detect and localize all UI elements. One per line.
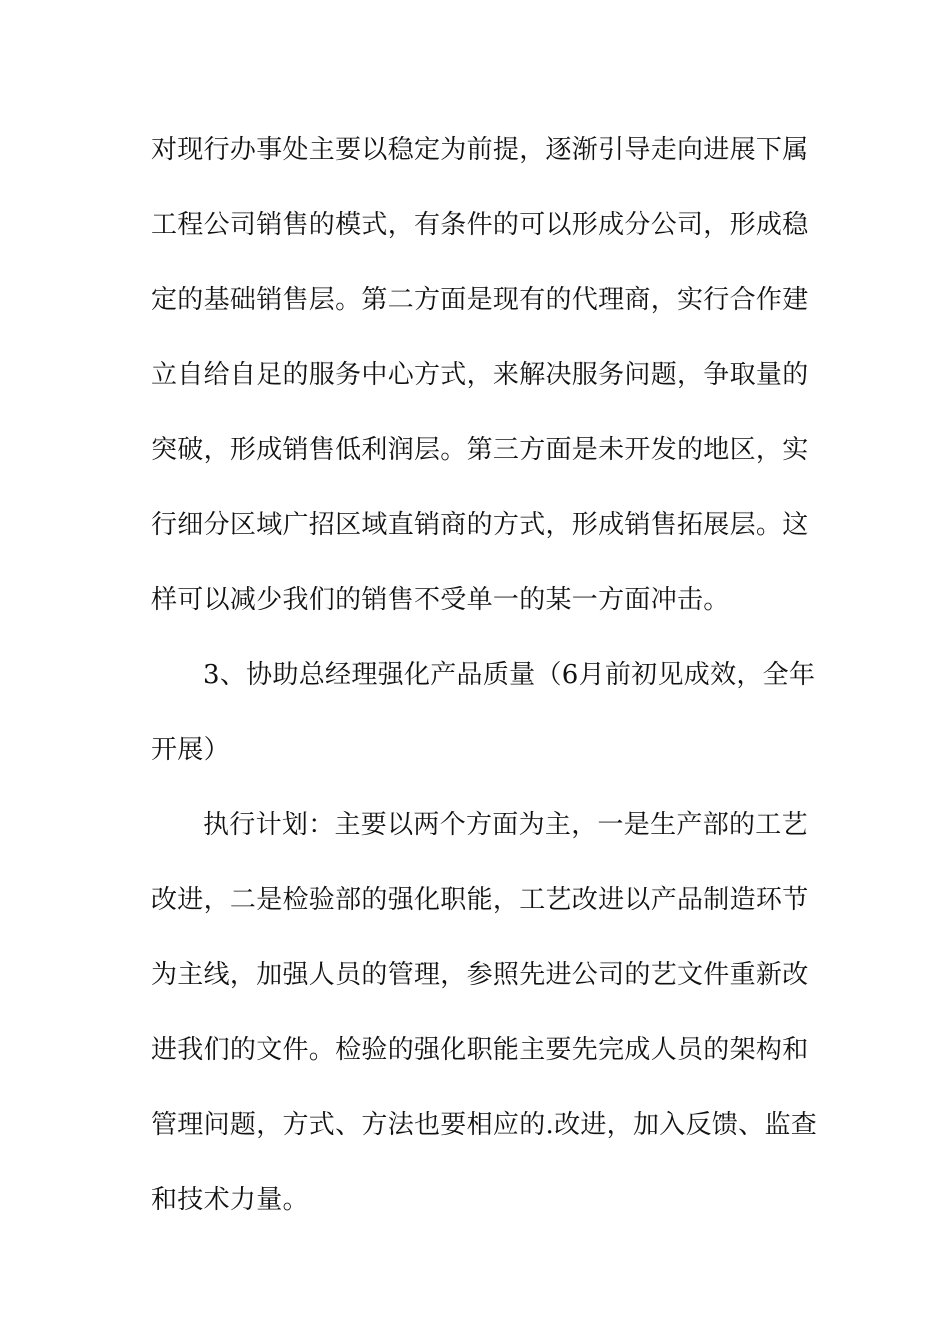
paragraph-1-line-1: 对现行办事处主要以稳定为前提，逐渐引导走向进展下属 [151,135,809,165]
section-3-heading-line-1: 3、协助总经理强化产品质量（6月前初见成效，全年 [203,660,816,690]
paragraph-2-line-5: 管理问题，方式、方法也要相应的.改进，加入反馈、监查 [151,1110,818,1140]
paragraph-2-line-3: 为主线，加强人员的管理，参照先进公司的艺文件重新改 [151,960,809,990]
paragraph-2-line-1: 执行计划：主要以两个方面为主，一是生产部的工艺 [203,810,808,840]
section-3-heading-line-2: 开展） [151,735,230,765]
paragraph-1-line-3: 定的基础销售层。第二方面是现有的代理商，实行合作建 [151,285,809,315]
paragraph-2-line-6: 和技术力量。 [151,1185,309,1215]
paragraph-2-line-2: 改进，二是检验部的强化职能，工艺改进以产品制造环节 [151,885,809,915]
paragraph-1-line-5: 突破，形成销售低利润层。第三方面是未开发的地区，实 [151,435,809,465]
paragraph-1-line-7: 样可以减少我们的销售不受单一的某一方面冲击。 [151,585,730,615]
paragraph-1-line-2: 工程公司销售的模式，有条件的可以形成分公司，形成稳 [151,210,809,240]
paragraph-2-line-4: 进我们的文件。检验的强化职能主要先完成人员的架构和 [151,1035,809,1065]
paragraph-1-line-6: 行细分区域广招区域直销商的方式，形成销售拓展层。这 [151,510,809,540]
paragraph-1-line-4: 立自给自足的服务中心方式，来解决服务问题，争取量的 [151,360,809,390]
